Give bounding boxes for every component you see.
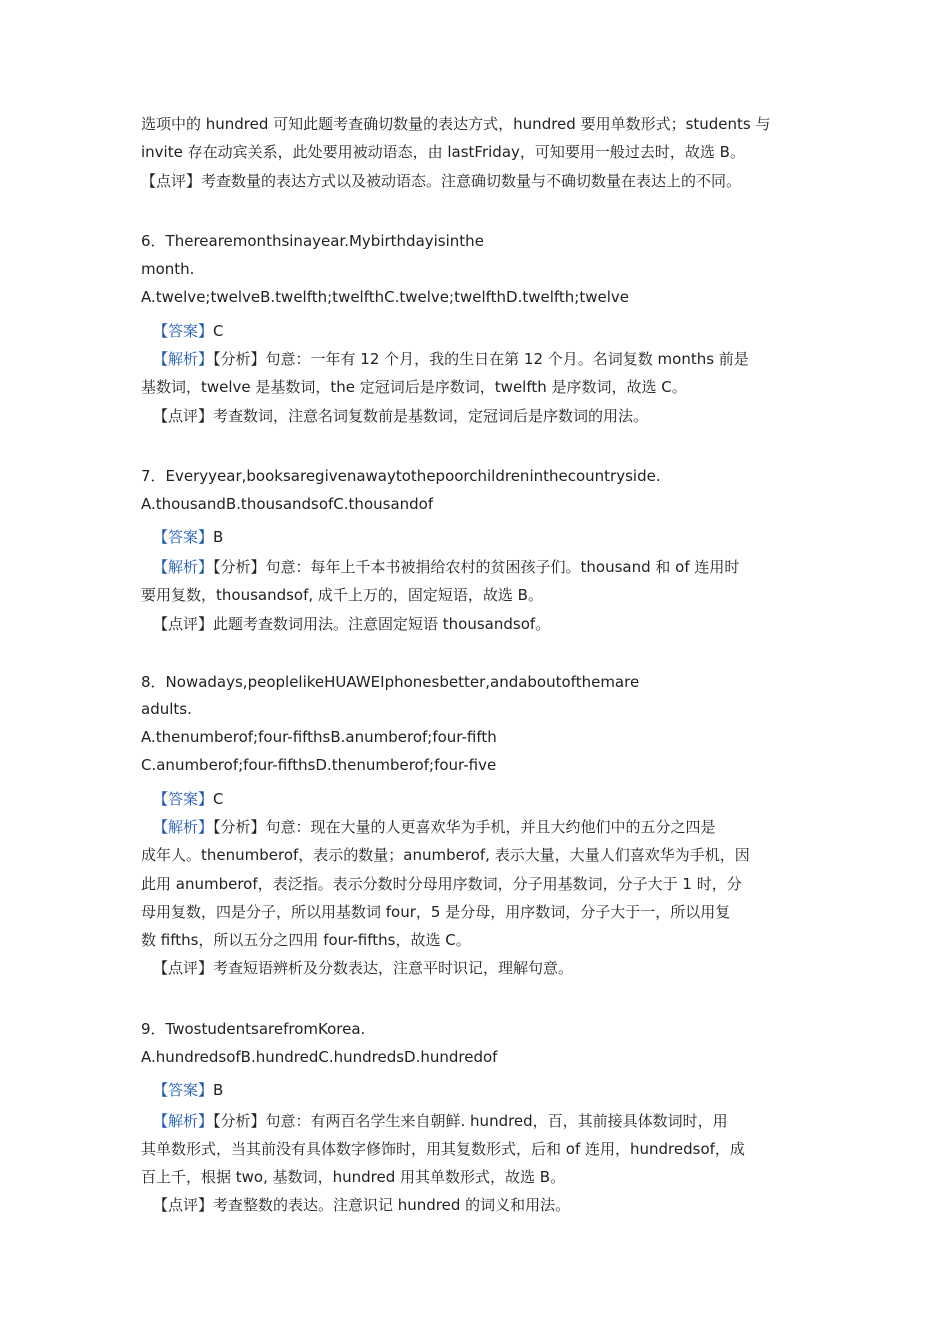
question-6-answer: [153, 321, 224, 341]
question-8-answer: [153, 789, 224, 809]
answer-value: B: [213, 528, 224, 546]
question-7-stem: [141, 466, 661, 486]
question-7-comment: 【点评】此题考查数词用法。注意固定短语 thousandsof。: [153, 615, 551, 633]
question-8-analysis-cont: 数 fifths，所以五分之四用 four-fifths，故选 C。: [141, 931, 471, 949]
question-9-comment: 【点评】考查整数的表达。注意识记 hundred 的词义和用法。: [153, 1196, 571, 1214]
question-text: Therearemonthsinayear.Mybirthdayisinthe: [165, 232, 484, 250]
question-text: Everyyear,booksaregivenawaytothepoorchildreninthecountryside.: [165, 467, 661, 485]
question-text: Nowadays,peoplelikeHUAWEIphonesbetter,andaboutofthemare: [165, 673, 640, 691]
answer-label: 【答案】: [153, 790, 214, 808]
analysis-label: 【解析】: [153, 818, 214, 836]
question-8-analysis-cont: 成年人。thenumberof，表示的数量；anumberof, 表示大量，大量人们喜欢华为手机，因: [141, 846, 750, 864]
question-9-answer: [153, 1080, 223, 1100]
answer-label: 【答案】: [153, 322, 214, 340]
intro-comment: 【点评】考查数量的表达方式以及被动语态。注意确切数量与不确切数量在表达上的不同。: [141, 172, 742, 190]
question-7-options: A.thousandB.thousandsofC.thousandof: [141, 495, 434, 513]
answer-label: 【答案】: [153, 528, 214, 546]
answer-value: C: [213, 322, 224, 340]
question-number: 8．: [141, 673, 166, 691]
question-number: 7．: [141, 467, 166, 485]
question-7-analysis: [153, 557, 739, 577]
question-8-analysis: [153, 817, 716, 837]
analysis-label: 【解析】: [153, 558, 214, 576]
analysis-text: 【分析】句意：现在大量的人更喜欢华为手机，并且大约他们中的五分之四是: [213, 818, 716, 836]
question-8-comment: 【点评】考查短语辨析及分数表达，注意平时识记，理解句意。: [153, 959, 574, 977]
answer-value: B: [213, 1081, 224, 1099]
question-9-options: A.hundredsofB.hundredC.hundredsD.hundredof: [141, 1048, 498, 1066]
answer-value: C: [213, 790, 224, 808]
question-6-stem-cont: month.: [141, 260, 195, 278]
analysis-label: 【解析】: [153, 1112, 214, 1130]
question-6-analysis: [153, 349, 749, 369]
intro-line: 选项中的 hundred 可知此题考查确切数量的表达方式，hundred 要用单数形式；students 与: [141, 115, 771, 133]
question-7-answer: [153, 527, 223, 547]
question-7-analysis-cont: 要用复数，thousandsof, 成千上万的，固定短语，故选 B。: [141, 586, 543, 604]
question-8-options: A.thenumberof;four-fifthsB.anumberof;four-fifth: [141, 728, 497, 746]
question-8-stem: [141, 672, 639, 692]
question-9-analysis: [153, 1111, 728, 1131]
question-8-stem-cont: adults.: [141, 700, 192, 718]
analysis-label: 【解析】: [153, 350, 214, 368]
question-6-analysis-cont: 基数词，twelve 是基数词，the 定冠词后是序数词，twelfth 是序数词，故选 C。: [141, 378, 687, 396]
analysis-text: 【分析】句意：每年上千本书被捐给农村的贫困孩子们。thousand 和 of 连用时: [213, 558, 740, 576]
question-number: 9．: [141, 1020, 166, 1038]
question-8-analysis-cont: 此用 anumberof，表泛指。表示分数时分母用序数词，分子用基数词，分子大于 1 时，分: [141, 875, 742, 893]
question-6-comment: 【点评】考查数词，注意名词复数前是基数词，定冠词后是序数词的用法。: [153, 407, 649, 425]
question-text: TwostudentsarefromKorea.: [165, 1020, 366, 1038]
question-9-stem: [141, 1019, 365, 1039]
question-9-analysis-cont: 百上千，根据 two, 基数词，hundred 用其单数形式，故选 B。: [141, 1168, 566, 1186]
answer-label: 【答案】: [153, 1081, 214, 1099]
intro-line: invite 存在动宾关系，此处要用被动语态，由 lastFriday，可知要用一般过去时，故选 B。: [141, 143, 745, 161]
question-6-options: A.twelve;twelveB.twelfth;twelfthC.twelve;twelfthD.twelfth;twelve: [141, 288, 630, 306]
analysis-text: 【分析】句意：有两百名学生来自朝鲜. hundred，百，其前接具体数词时，用: [213, 1112, 728, 1130]
question-9-analysis-cont: 其单数形式，当其前没有具体数字修饰时，用其复数形式，后和 of 连用，hundredsof，成: [141, 1140, 745, 1158]
analysis-text: 【分析】句意：一年有 12 个月，我的生日在第 12 个月。名词复数 months 前是: [213, 350, 749, 368]
question-8-analysis-cont: 母用复数，四是分子，所以用基数词 four，5 是分母，用序数词，分子大于一，所以用复: [141, 903, 731, 921]
question-8-options: C.anumberof;four-fifthsD.thenumberof;four-five: [141, 756, 497, 774]
question-6-stem: [141, 231, 484, 251]
question-number: 6．: [141, 232, 166, 250]
